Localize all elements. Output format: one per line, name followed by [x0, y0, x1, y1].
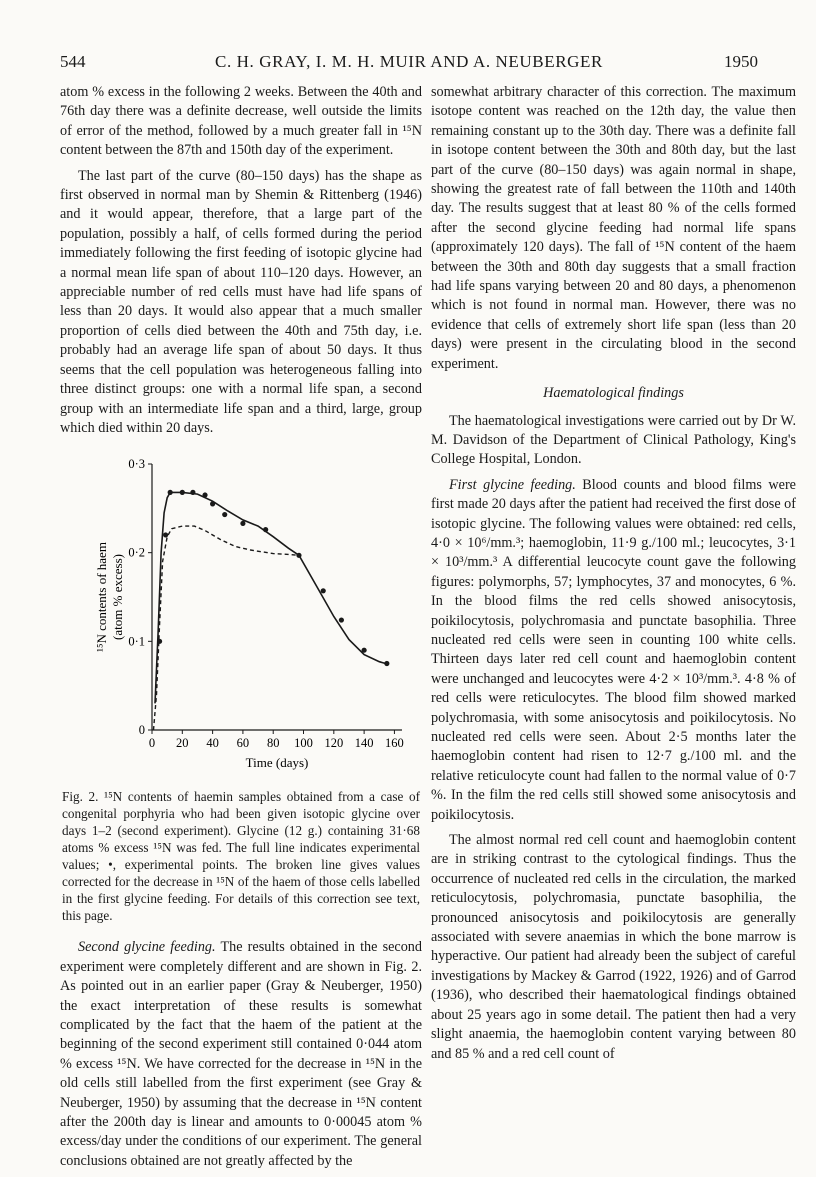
x-axis-label: Time (days): [245, 755, 309, 771]
y-axis-label-line1: ¹⁵N contents of haem: [94, 542, 109, 653]
data-point: [157, 639, 162, 644]
data-point: [339, 618, 344, 623]
chart-ticks: [128, 457, 403, 750]
x-tick-label: 0: [148, 736, 156, 751]
data-point: [190, 490, 195, 495]
figure-2-chart: [60, 450, 422, 780]
page-header: [60, 52, 758, 76]
paragraph: The haematological investigations were carried out by Dr W. M. Davidson of the Department of Clinical Pathology, King's College Hospital, London.: [431, 412, 796, 468]
x-tick-label: 140: [354, 736, 374, 751]
right-column: [431, 83, 796, 1070]
corrected-series: [154, 526, 300, 730]
x-tick-label: 100: [294, 736, 313, 751]
data-point: [168, 490, 173, 495]
x-tick-label: 20: [176, 736, 189, 751]
subsection-heading: Second glycine feeding.: [78, 939, 216, 956]
data-point: [202, 493, 207, 498]
data-point: [240, 521, 245, 526]
section-heading: Haematological findings: [543, 385, 684, 402]
x-tick-label: 60: [236, 736, 250, 751]
paragraph: The almost normal red cell count and haemoglobin content are in striking contrast to the cytological findings. Thus the occurrence of nucleated red cells in the circulation, the marked reticulocytosis, polychromasia, punctate basophilia, the pronounced anisocytosis and poikilocytosis are generally associated with severe anaemias in which the bone marrow is hyperactive. Our patient had already been the subject of careful investigations by Mackey & Garrod (1922, 1926) and of Garrod (1936), who described their haematological findings obtained about 25 years ago in some detail. The patient then had a very slight anaemia, the haemoglobin content varying between 80 and 85 % and a red cell count of: [431, 832, 796, 1062]
paragraph-body: Blood counts and blood films were first made 20 days after the patient had received the first dose of isotopic glycine. The following values were obtained: red cells, 4·0 × 10⁶/mm.³; haemoglobin, 11·9 g./100 ml.; leucocytes, 3·1 × 10³/mm.³ A differential leucocyte count gave the following figures: polymorphs, 57; lymphocytes, 37 and monocytes, 6 %. In the blood films the red cells showed anisocytosis, poikilocytosis, polychromasia and punctate basophilia. Three nucleated red cells were seen in counting 100 white cells. Thirteen days later red cell count and haemoglobin content were unchanged and leucocytes were 4·2 × 10³/mm.³. 4·8 % of red cells were reticulocytes. The blood film showed marked polychromasia, with some anisocytosis and poikilocytosis. No nucleated red cells were seen. About 2·5 months later the haemoglobin content had risen to 12·7 g./100 ml. and the relative reticulocyte count had fallen to the normal value of 0·7 %. In the film the red cells still showed some anisocytosis and poikilocytosis.: [431, 476, 796, 823]
y-tick-label: 0: [138, 723, 145, 738]
y-axis-label-line2: (atom % excess): [110, 554, 125, 641]
data-point: [321, 589, 326, 594]
x-tick-label: 80: [266, 736, 280, 751]
chart-axes: [152, 464, 402, 730]
data-point: [222, 512, 227, 517]
publication-year: 1950: [724, 52, 758, 71]
experimental-points: [157, 490, 389, 666]
corrected-line: [154, 526, 300, 730]
experimental-series: [155, 493, 388, 704]
paragraph: atom % excess in the following 2 weeks. Between the 40th and 76th day there was a definite decrease, well outside the limits of error of the method, followed by a much greater fall in ¹⁵N content between the 87th and 150th day of the experiment.: [60, 84, 422, 159]
data-point: [210, 502, 215, 507]
page-number: 544: [60, 52, 86, 71]
paragraph: [60, 938, 422, 1171]
y-tick-label: 0·3: [128, 457, 145, 472]
data-point: [362, 648, 367, 653]
data-point: [384, 661, 389, 666]
data-point: [296, 553, 301, 558]
running-authors: C. H. GRAY, I. M. H. MUIR AND A. NEUBERGER: [215, 52, 603, 71]
data-point: [180, 490, 185, 495]
experimental-line: [155, 493, 388, 704]
paragraph: somewhat arbitrary character of this correction. The maximum isotope content was reached on the 12th day, the value then remaining constant up to the 30th day. There was a definite fall in isotope content between the 30th and 80th day, but the last part of the curve (80–150 days) was again normal in shape, showing the greatest rate of fall between the 110th and 140th day. The results suggest that at least 80 % of the cells formed after the second glycine feeding had normal life spans (approximately 120 days). The fall of ¹⁵N content of the haem between the 30th and 80th day suggests that a small fraction had life spans varying between 20 and 80 days, a phenomenon which is not found in normal man. However, there was no evidence that cells of extremely short life span (less than 20 days) were present in the circulating blood in the second experiment.: [431, 84, 796, 372]
paragraph: The last part of the curve (80–150 days) has the shape as first observed in normal man by Shemin & Rittenberg (1946) and it would appear, therefore, that a large part of the population, possibly a half, of cells formed during the period immediately following the first feeding of isotopic glycine had a normal mean life span of about 110–120 days. However, an appreciable number of red cells must have had life spans of less than 20 days. It would also appear that a much smaller proportion of cells died between the 40th and 75th day, i.e. probably had an average life span of about 50 days. It thus seems that the cell population was heterogeneous falling into three distinct groups: one with a normal life span, a second group with an intermediate life span and a third, large, group which died within 20 days.: [60, 167, 422, 436]
y-tick-label: 0·1: [128, 634, 145, 649]
figure-2: [60, 450, 422, 780]
left-column: [60, 83, 422, 1177]
data-point: [163, 533, 168, 538]
x-tick-label: 120: [324, 736, 344, 751]
y-tick-label: 0·2: [128, 545, 145, 560]
figure-caption: Fig. 2. ¹⁵N contents of haemin samples obtained from a case of congenital porphyria who had been given isotopic glycine over days 1–2 (second experiment). Glycine (12 g.) containing 31·68 atoms % excess ¹⁵N was fed. The full line indicates experimental values; •, experimental points. The broken line gives values corrected for the decrease in ¹⁵N of the haem of those cells labelled in the first glycine feeding. For details of this correction see text, this page.: [62, 789, 420, 924]
x-tick-label: 40: [206, 736, 219, 751]
x-tick-label: 160: [385, 736, 404, 751]
subsection-heading: First glycine feeding.: [449, 476, 576, 493]
paragraph-body: The results obtained in the second experiment were completely different and are shown in Fig. 2. As pointed out in an earlier paper (Gray & Neuberger, 1950) the exact interpretation of these results is somewhat complicated by the fact that the haem of the patient at the beginning of the second experiment still contained 0·044 atom % excess ¹⁵N. We have corrected for the decrease in ¹⁵N in the old cells still labelled from the first experiment (see Gray & Neuberger, 1950) by assuming that the decrease in ¹⁵N content after the 200th day is linear and amounts to 0·00045 atom % excess/day under the conditions of our experiment. The general conclusions obtained are not greatly affected by the: [60, 939, 422, 1169]
data-point: [263, 527, 268, 532]
paragraph: [431, 476, 796, 825]
